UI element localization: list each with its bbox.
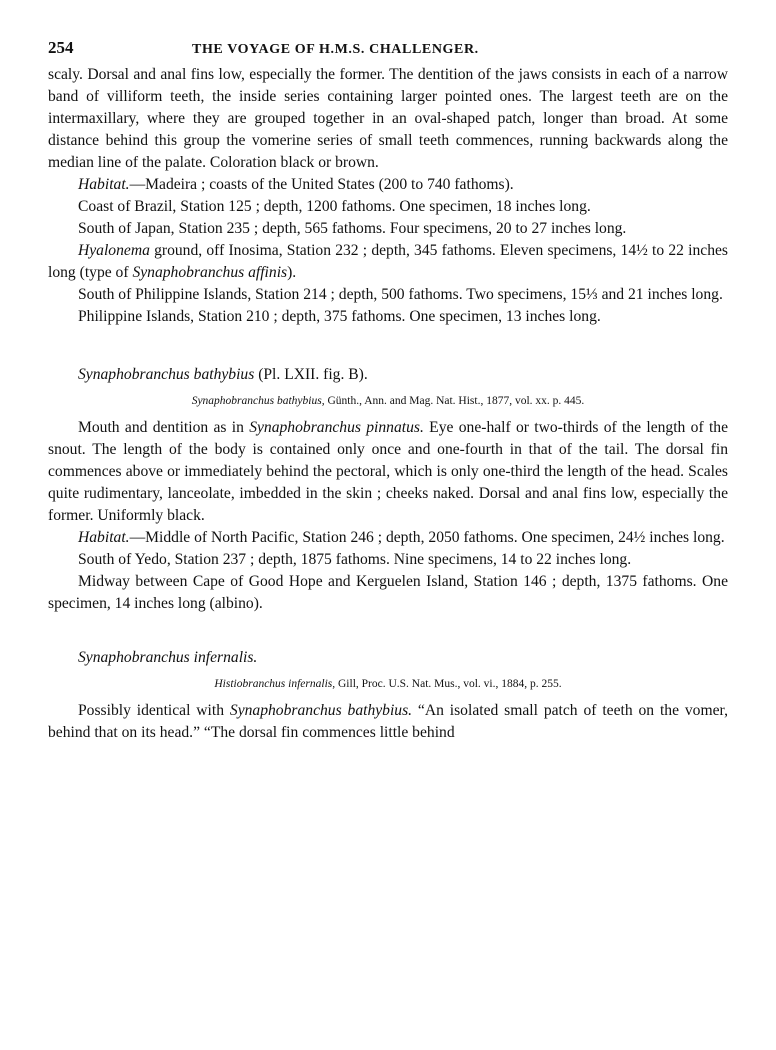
habitat-paragraph bbox=[48, 527, 728, 549]
citation-source: Gill, Proc. U.S. Nat. Mus., vol. vi., 1884, p. 255. bbox=[335, 678, 562, 690]
habitat-label: Habitat. bbox=[78, 529, 130, 546]
italic-species: Synaphobranchus affinis bbox=[132, 264, 288, 281]
description-paragraph bbox=[48, 700, 728, 744]
locality-text: ground, off Inosima, Station 232 ; depth, 345 fathoms. Eleven specimens, 14½ to 22 inches long (type of bbox=[48, 242, 728, 281]
paragraph-continued: scaly. Dorsal and anal fins low, especially the former. The dentition of the jaws consists in each of a narrow band of villiform teeth, the inside series containing larger pointed ones. The largest teeth are on the intermaxillary, where they are grouped together in an oval-shaped patch, longer than broad. At some distance behind this group the vomerine series of small teeth commences, running backwards along the median line of the palate. Coloration black or brown. bbox=[48, 66, 728, 171]
locality-text-end: ). bbox=[287, 264, 297, 281]
page bbox=[48, 38, 728, 744]
habitat-text: —Madeira ; coasts of the United States (200 to 740 fathoms). bbox=[129, 176, 514, 193]
citation-name: Synaphobranchus bathybius, bbox=[191, 395, 325, 407]
description-text-rest: Eye one-half or two-thirds of the length of the snout. The length of the body is contained only once and one-fourth in that of the tail. The dorsal fin commences above or immediately behind the pectoral, which is only one-third the length of the head. Scales quite rudimentary, lanceolate, imbedded in the skin ; cheeks naked. Dorsal and anal fins low, especially the former. Uniformly black. bbox=[48, 419, 728, 524]
locality-paragraph: South of Japan, Station 235 ; depth, 565 fathoms. Four specimens, 20 to 27 inches long. bbox=[78, 220, 627, 237]
locality-paragraph: Coast of Brazil, Station 125 ; depth, 1200 fathoms. One specimen, 18 inches long. bbox=[78, 198, 591, 215]
description-text-rest: “An isolated small patch of teeth on the vomer, behind that on its head.” “The dorsal fin commences little behind bbox=[48, 702, 728, 741]
citation-name: Histiobranchus infernalis, bbox=[214, 678, 336, 690]
locality-paragraph bbox=[48, 240, 728, 284]
citation-source: Günth., Ann. and Mag. Nat. Hist., 1877, vol. xx. p. 445. bbox=[324, 395, 585, 407]
species-heading-italic: Synaphobranchus bathybius bbox=[78, 366, 255, 383]
locality-paragraph: South of Yedo, Station 237 ; depth, 1875 fathoms. Nine specimens, 14 to 22 inches long. bbox=[78, 551, 632, 568]
habitat-label: Habitat. bbox=[78, 176, 130, 193]
habitat-text: —Middle of North Pacific, Station 246 ; depth, 2050 fathoms. One specimen, 24½ inches long. bbox=[129, 529, 725, 546]
page-header bbox=[48, 38, 728, 64]
locality-paragraph: South of Philippine Islands, Station 214 ; depth, 500 fathoms. Two specimens, 15⅓ and 21 inches long. bbox=[78, 286, 723, 303]
section-spacer bbox=[48, 328, 728, 364]
species-heading bbox=[48, 647, 728, 669]
description-text: Possibly identical with bbox=[78, 702, 230, 719]
locality-paragraph: Philippine Islands, Station 210 ; depth, 375 fathoms. One specimen, 13 inches long. bbox=[78, 308, 601, 325]
page-number: 254 bbox=[48, 38, 74, 57]
species-citation bbox=[48, 675, 728, 693]
description-text: Mouth and dentition as in bbox=[78, 419, 250, 436]
species-citation bbox=[48, 392, 728, 410]
italic-term: Hyalonema bbox=[78, 242, 150, 259]
section-spacer bbox=[48, 615, 728, 647]
description-italic: Synaphobranchus pinnatus. bbox=[249, 419, 424, 436]
species-heading-italic: Synaphobranchus infernalis. bbox=[78, 649, 258, 666]
species-heading-plate: (Pl. LXII. fig. B). bbox=[254, 366, 368, 383]
running-head: THE VOYAGE OF H.M.S. CHALLENGER. bbox=[192, 42, 479, 57]
description-italic: Synaphobranchus bathybius. bbox=[229, 702, 413, 719]
species-heading bbox=[48, 364, 728, 386]
habitat-paragraph bbox=[48, 174, 728, 196]
description-paragraph bbox=[48, 417, 728, 527]
locality-paragraph: Midway between Cape of Good Hope and Kerguelen Island, Station 146 ; depth, 1375 fathoms. One specimen, 14 inches long (albino). bbox=[48, 573, 728, 612]
